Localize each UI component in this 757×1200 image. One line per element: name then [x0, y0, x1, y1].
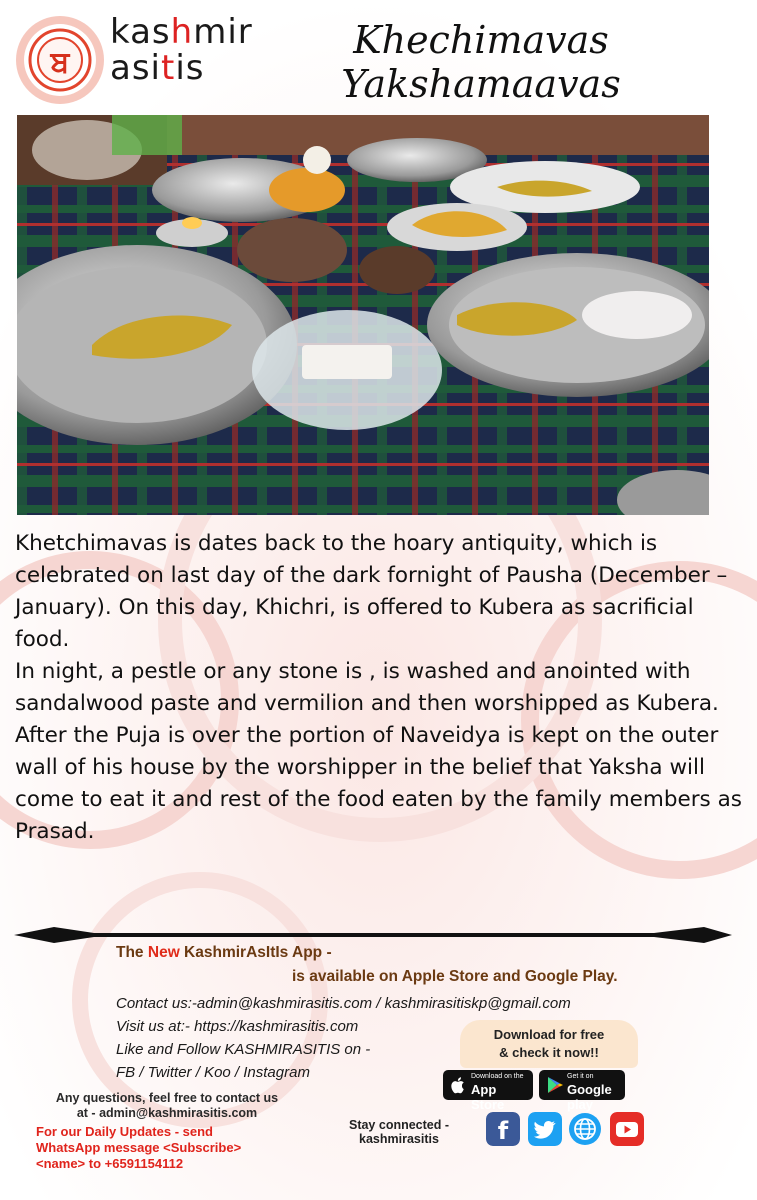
daily-updates-note: For our Daily Updates - send WhatsApp message <Subscribe> <name> to +6591154112	[36, 1124, 242, 1171]
stay-connected: Stay connected - kashmirasitis	[348, 1118, 450, 1146]
google-play-icon	[546, 1076, 564, 1094]
arrow-divider	[14, 924, 732, 946]
follow-label: Like and Follow KASHMIRASITIS on -	[116, 1041, 371, 1058]
apple-icon	[450, 1076, 468, 1094]
paragraph: In night, a pestle or any stone is , is washed and anointed with sandalwood paste and vermilion and then worshipped as Kubera.	[15, 659, 719, 716]
questions-contact: Any questions, feel free to contact us at - admin@kashmirasitis.com	[55, 1091, 279, 1120]
social-networks-text: FB / Twitter / Koo / Instagram	[116, 1064, 310, 1081]
kashmirasitis-logo	[14, 14, 106, 106]
app-store-badge[interactable]: Download on the App Store	[443, 1070, 533, 1100]
app-availability: is available on Apple Store and Google Play.	[292, 968, 618, 985]
twitter-icon[interactable]	[528, 1112, 562, 1146]
logo-glyph: ਬ	[50, 45, 70, 80]
facebook-icon[interactable]	[486, 1112, 520, 1146]
paragraph: Khetchimavas is dates back to the hoary antiquity, which is celebrated on last day of the dark fornight of Pausha (December – January). On this day, Khichri, is offered to Kubera as sacrificial food.	[15, 531, 728, 652]
youtube-icon[interactable]	[610, 1112, 644, 1146]
download-callout: Download for free & check it now!!	[460, 1020, 638, 1068]
article-body	[15, 528, 745, 848]
google-play-badge[interactable]: Get it on Google play	[539, 1070, 625, 1100]
globe-icon[interactable]	[568, 1112, 602, 1146]
svg-text:f: f	[497, 1117, 509, 1145]
website-link[interactable]: Visit us at:- https://kashmirasitis.com	[116, 1018, 359, 1035]
paragraph: After the Puja is over the portion of Naveidya is kept on the outer wall of his house by the worshipper in the belief that Yaksha will come to eat it and rest of the food eaten by the family members as Prasad.	[15, 723, 742, 844]
contact-emails[interactable]: Contact us:-admin@kashmirasitis.com / kashmirasitiskp@gmail.com	[116, 995, 571, 1012]
app-announcement: The New KashmirAsItIs App -	[116, 944, 332, 961]
title-line-1: Khechimavas	[353, 18, 609, 62]
brand-wordmark: kashmir asitis	[110, 12, 253, 88]
food-offering-photo	[17, 115, 709, 515]
page-title	[296, 18, 666, 106]
title-line-2: Yakshamaavas	[341, 62, 621, 106]
